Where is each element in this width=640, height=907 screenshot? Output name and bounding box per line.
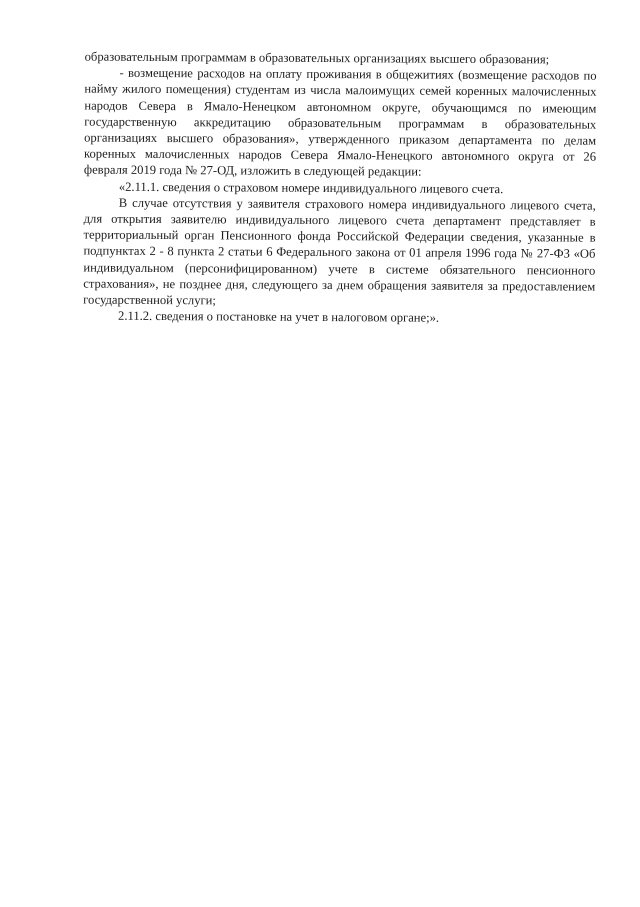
paragraph-continuation: образовательным программам в образовательных организациях высшего образования;	[84, 49, 550, 67]
paragraph-item-2-11-1: «2.11.1. сведения о страховом номере индивидуального лицевого счета.	[118, 179, 504, 196]
paragraph-reimbursement: - возмещение расходов на оплату проживания в общежитиях (возмещение расходов по найму жилого помещения) студентам из числа малоимущих семей коренных малочисленных народов Севера в Ямало-Ненецком автономном округе, обучающимся по имеющим государственную аккредитацию образовательным программам в образовательных организациях высшего образования», утвержденного приказом департамента по делам коренных малочисленных народов Севера Ямало-Ненецкого автономного округа от 26 февраля 2019 года № 27-ОД, изложить в следующей редакции:	[83, 65, 597, 180]
paragraph-item-2-11-2: 2.11.2. сведения о постановке на учет в налоговом органе;».	[118, 309, 440, 325]
document-body	[83, 49, 597, 328]
paragraph-absence-case: В случае отсутствия у заявителя страхового номера индивидуального лицевого счета, для открытия заявителю индивидуального лицевого счета департамент представляет в территориальный орган Пенсионного фонда Российской Федерации сведения, указанные в подпунктах 2 - 8 пункта 2 статьи 6 Федерального закона от 01 апреля 1996 года № 27-ФЗ «Об индивидуальном (персонифицированном) учете в системе обязательного пенсионного страхования», не позднее дня, следующего за днем обращения заявителя за предоставлением государственной услуги;	[83, 195, 596, 308]
